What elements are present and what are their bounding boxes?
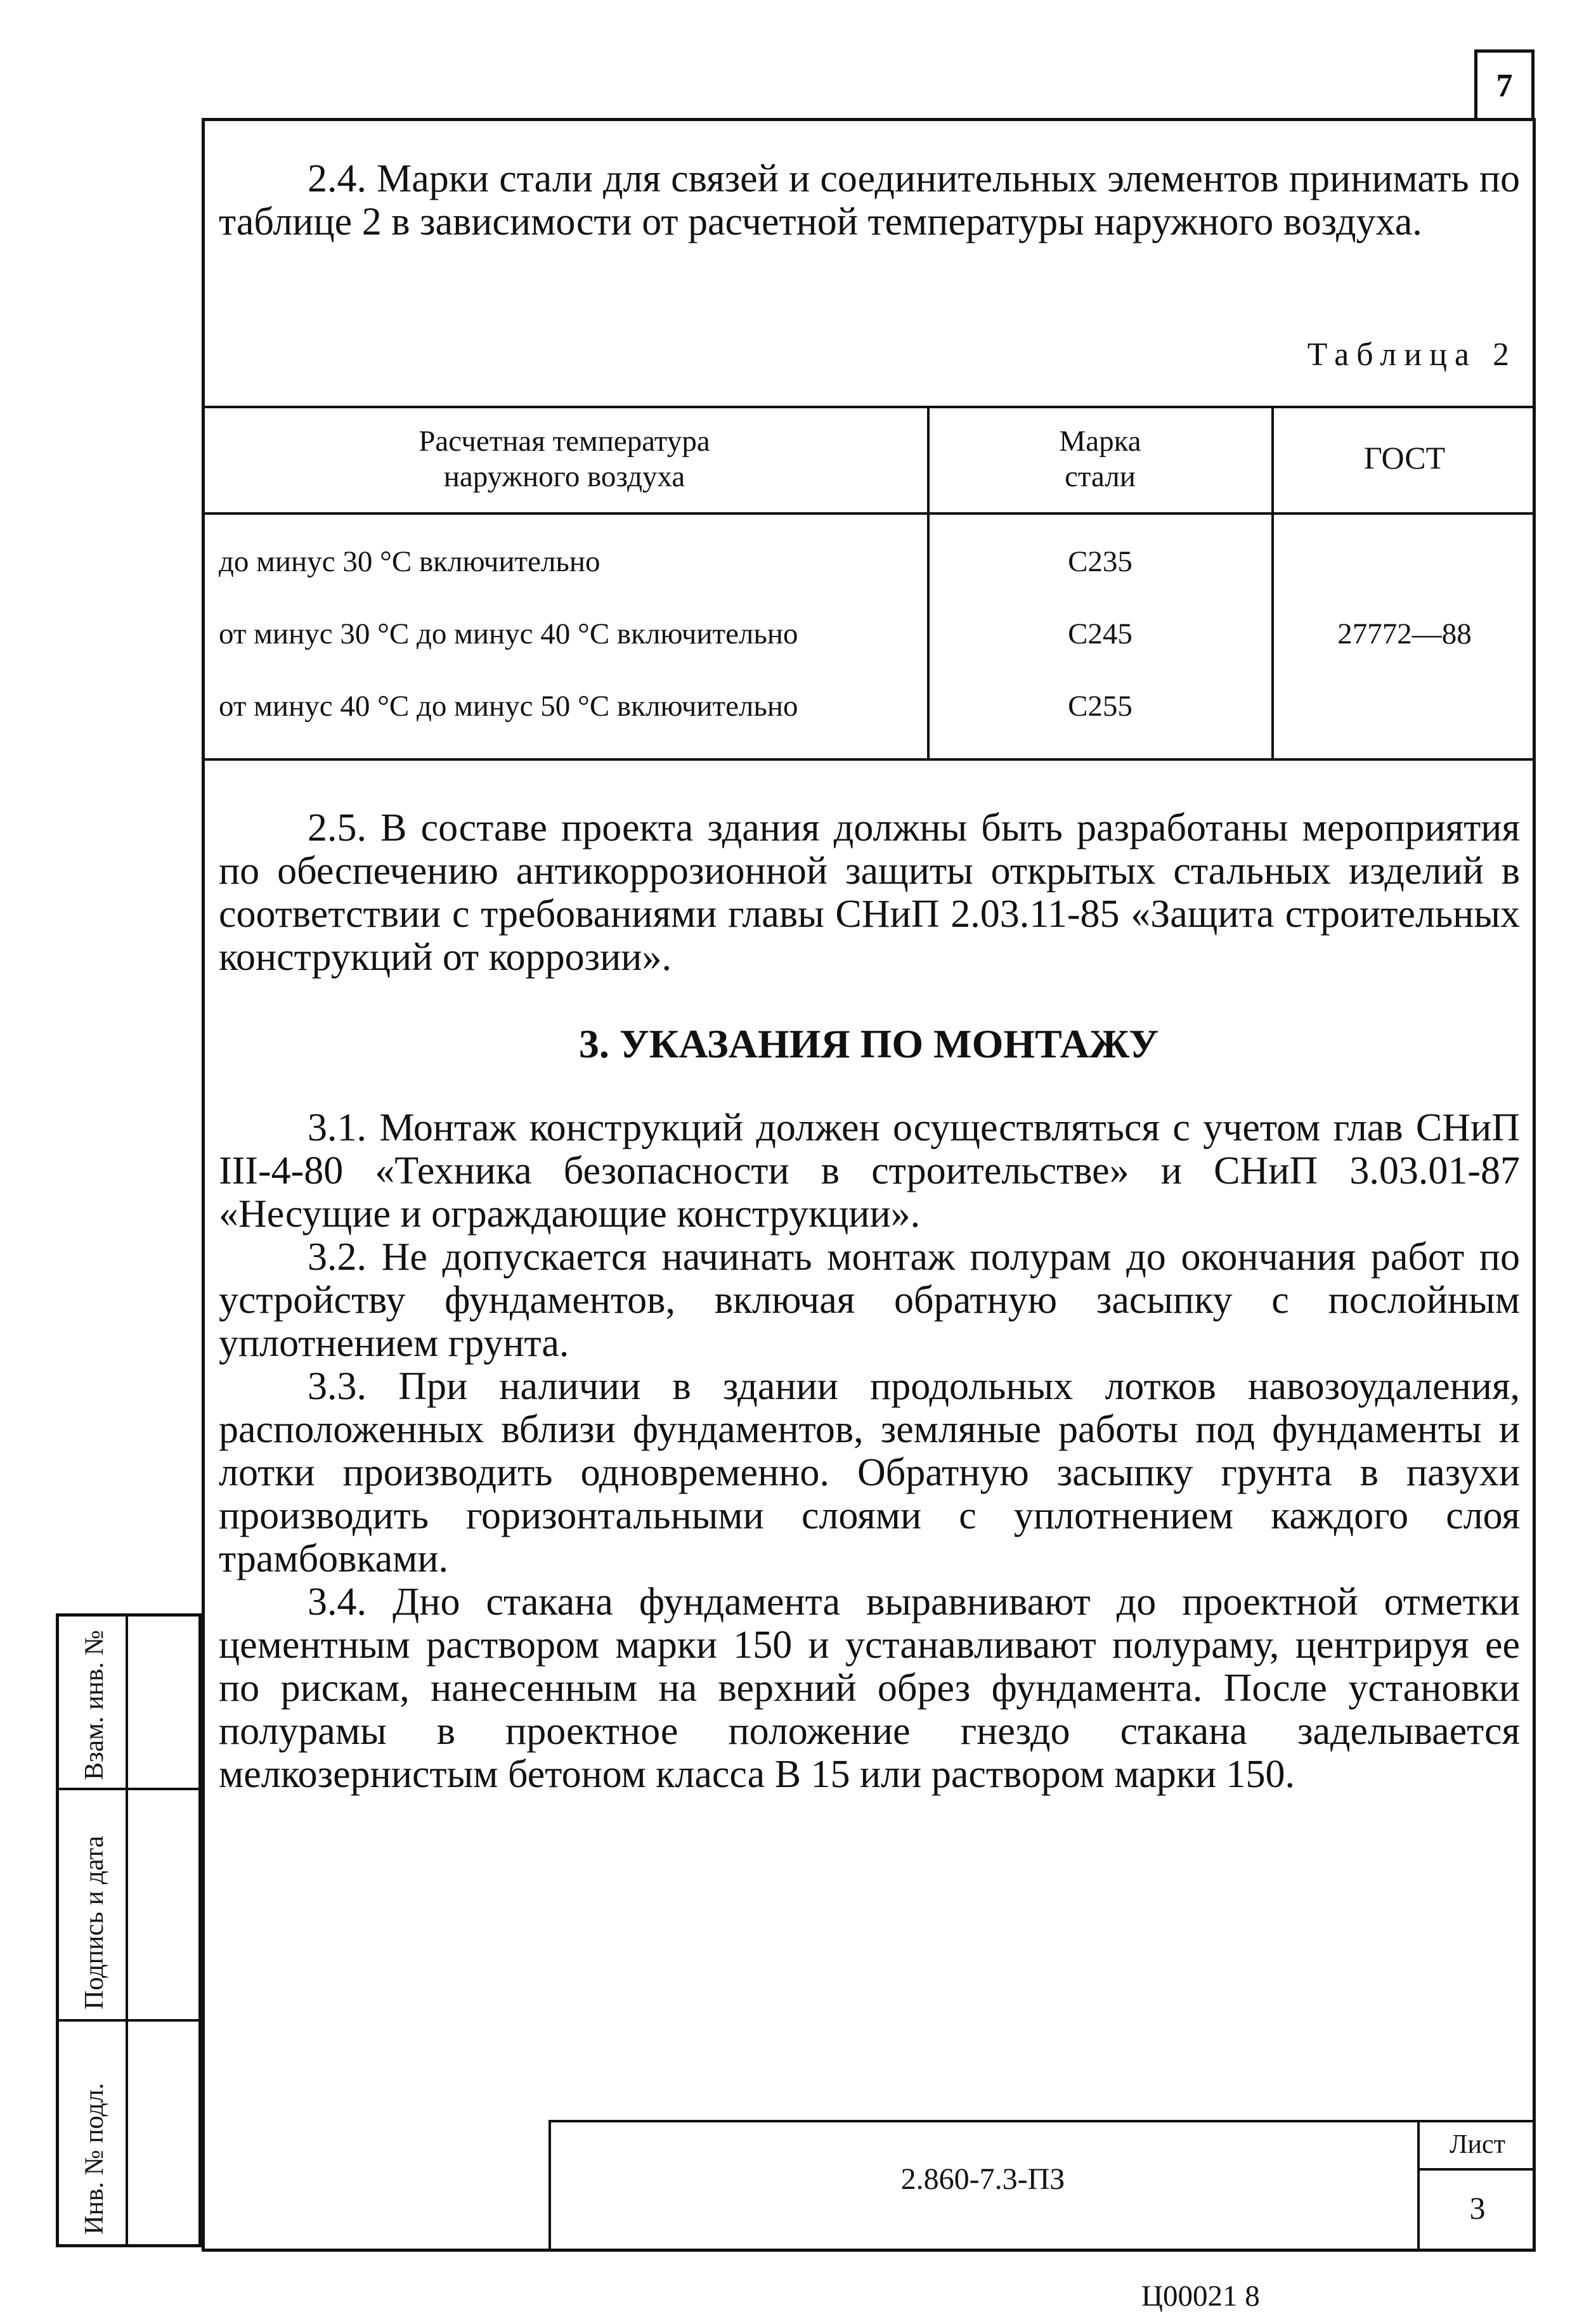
section-heading-3: 3. УКАЗАНИЯ ПО МОНТАЖУ (578, 1021, 1159, 1066)
paragraph-3-1: 3.1. Монтаж конструкций должен осуществляться с учетом глав СНиП III-4-80 «Техника безопасности в строительстве» и СНиП 3.03.01-87 «Несущие и ограждающие конструкции». (219, 1106, 1520, 1236)
side-stamp-divider-1 (56, 1788, 202, 1790)
table-header-grade: Марка стали (1059, 425, 1141, 493)
sheet-label: Лист (1450, 2130, 1505, 2159)
paragraph-3-2: 3.2. Не допускается начинать монтаж полурам до окончания работ по устройству фундаментов, включая обратную засыпку с послойным уплотнением грунта. (219, 1236, 1520, 1365)
side-label-inv-original: Инв. № подл. (80, 2082, 109, 2235)
table-header-border (202, 512, 1536, 515)
side-stamp (56, 1613, 202, 2247)
title-block-divider (1417, 2120, 1420, 2252)
paragraph-2-4 (219, 157, 1520, 243)
title-block-sheet-divider (1417, 2168, 1536, 2171)
table-col-divider-2 (1271, 406, 1274, 761)
table-row-3-temperature: от минус 40 °С до минус 50 °С включительно (219, 690, 798, 723)
side-stamp-divider-v (126, 1613, 128, 2247)
table-row-2-temperature: от минус 30 °С до минус 40 °С включительно (219, 617, 798, 650)
paragraph-2-5 (219, 806, 1520, 979)
table-row-3-grade: С255 (1068, 690, 1132, 723)
side-label-signature-date: Подпись и дата (80, 1835, 109, 2010)
table-row-1-grade: С235 (1068, 545, 1132, 578)
table-row-1-temperature: до минус 30 °С включительно (219, 545, 600, 578)
table-col-divider-1 (927, 406, 930, 761)
section-3-body (219, 1106, 1520, 1796)
table-header-temperature: Расчетная температура наружного воздуха (419, 425, 710, 493)
table-bottom-border (202, 758, 1536, 761)
paragraph-2-4-text: 2.4. Марки стали для связей и соединительных элементов принимать по таблице 2 в зависимости от расчетной температуры наружного воздуха. (219, 157, 1520, 243)
table-top-border (202, 406, 1536, 408)
title-block-top-border (548, 2120, 1536, 2122)
sheet-number: 3 (1469, 2190, 1486, 2226)
document-designation: 2.860-7.3-ПЗ (900, 2162, 1065, 2196)
table-caption: Таблица 2 (1307, 337, 1517, 373)
side-label-replace-inv: Взам. инв. № (80, 1630, 109, 1780)
title-block-left-border (548, 2120, 551, 2252)
paragraph-3-4: 3.4. Дно стакана фундамента выравнивают до проектной отметки цементным раствором марки 150 и устанавливают полураму, центрируя ее по рискам, нанесенным на верхний обрез фундамента. После установки полурамы в проектное положение гнездо стакана заделывается мелкозернистым бетоном класса В 15 или раствором марки 150. (219, 1580, 1520, 1796)
side-stamp-divider-2 (56, 2019, 202, 2022)
page-number: 7 (1474, 49, 1535, 119)
table-row-2-grade: С245 (1068, 617, 1132, 650)
paragraph-3-3: 3.3. При наличии в здании продольных лотков навозоудаления, расположенных вблизи фундаментов, земляные работы под фундаменты и лотки производить одновременно. Обратную засыпку грунта в пазухи производить горизонтальными слоями с уплотнением каждого слоя трамбовками. (219, 1365, 1520, 1580)
table-gost-value: 27772—88 (1337, 617, 1472, 650)
table-header-gost: ГОСТ (1363, 440, 1446, 475)
footer-code: Ц00021 8 (1141, 2280, 1260, 2313)
paragraph-2-5-text: 2.5. В составе проекта здания должны быть разработаны мероприятия по обеспечению антикоррозионной защиты открытых стальных изделий в соответствии с требованиями главы СНиП 2.03.11-85 «Защита строительных конструкций от коррозии». (219, 806, 1520, 979)
